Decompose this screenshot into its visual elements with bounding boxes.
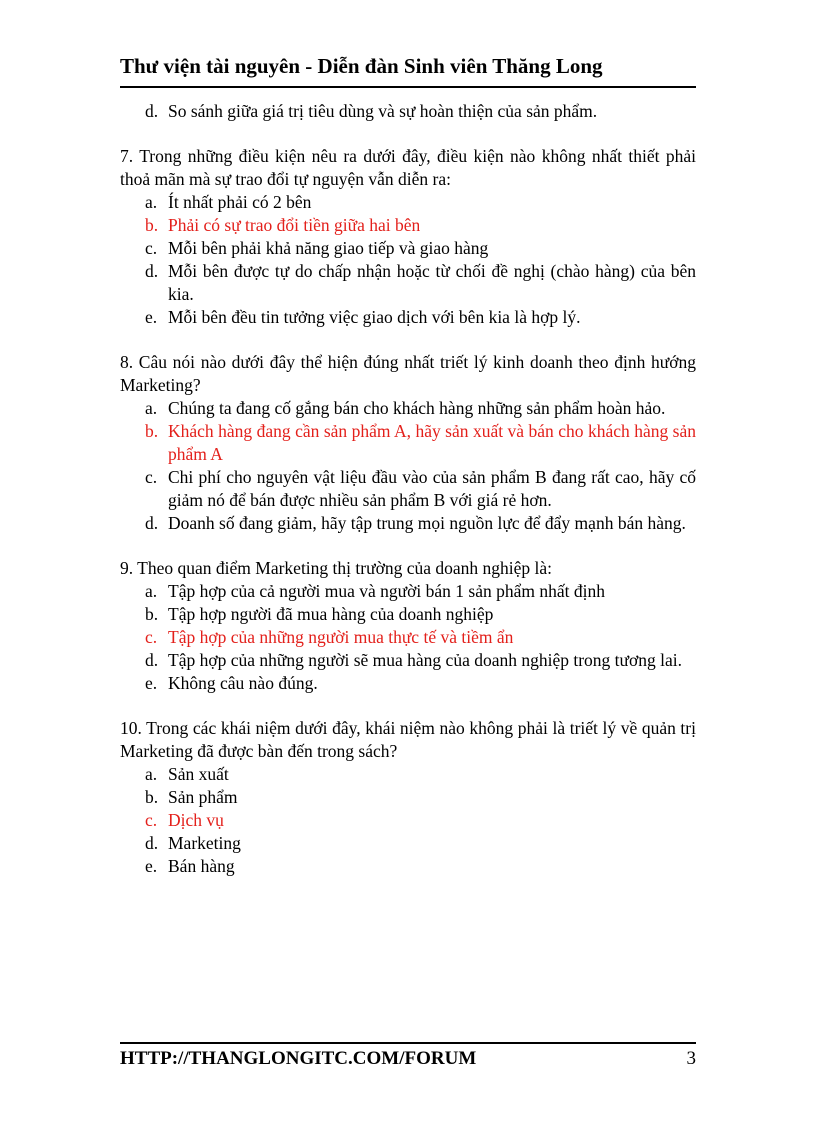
- option-text: Mỗi bên được tự do chấp nhận hoặc từ chối đề nghị (chào hàng) của bên kia.: [168, 261, 696, 304]
- option-letter: c.: [145, 467, 158, 487]
- option-letter: d.: [145, 513, 159, 533]
- options-list: [120, 397, 696, 535]
- question-9: [120, 557, 696, 695]
- option-b: [120, 786, 696, 809]
- option-text: Mỗi bên đều tin tưởng việc giao dịch với bên kia là hợp lý.: [168, 307, 581, 327]
- options-list: [120, 763, 696, 878]
- option-letter: e.: [145, 673, 158, 693]
- question-8: [120, 351, 696, 535]
- option-letter: a.: [145, 398, 158, 418]
- question-7: [120, 145, 696, 329]
- option-b: [120, 603, 696, 626]
- option-e: [120, 672, 696, 695]
- footer-url: HTTP://THANGLONGITC.COM/FORUM: [120, 1048, 477, 1069]
- option-letter: d.: [145, 101, 159, 121]
- question-text: 9. Theo quan điểm Marketing thị trường của doanh nghiệp là:: [120, 558, 552, 578]
- option-c: [120, 237, 696, 260]
- option-text: Ít nhất phải có 2 bên: [168, 192, 312, 212]
- options-list: [120, 191, 696, 329]
- option-text: Tập hợp của những người mua thực tế và tiềm ẩn: [168, 627, 514, 647]
- option-text: Sản phẩm: [168, 787, 238, 807]
- option-c: [120, 466, 696, 512]
- option-text: Không câu nào đúng.: [168, 673, 318, 693]
- option-letter: c.: [145, 627, 158, 647]
- continued-option: [120, 100, 696, 123]
- option-letter: d.: [145, 833, 159, 853]
- footer-divider: [120, 1042, 696, 1044]
- option-letter: e.: [145, 307, 158, 327]
- option-b-correct: [120, 214, 696, 237]
- option-letter: a.: [145, 581, 158, 601]
- option-text: Mỗi bên phải khả năng giao tiếp và giao hàng: [168, 238, 489, 258]
- option-a: [120, 191, 696, 214]
- option-text: Phải có sự trao đổi tiền giữa hai bên: [168, 215, 421, 235]
- option-text: Tập hợp của những người sẽ mua hàng của doanh nghiệp trong tương lai.: [168, 650, 683, 670]
- question-10: [120, 717, 696, 878]
- option-text: Doanh số đang giảm, hãy tập trung mọi nguồn lực để đẩy mạnh bán hàng.: [168, 513, 686, 533]
- option-c-correct: [120, 809, 696, 832]
- option-e: [120, 306, 696, 329]
- option-letter: c.: [145, 810, 158, 830]
- option-letter: a.: [145, 764, 158, 784]
- option-text: Tập hợp người đã mua hàng của doanh nghiệp: [168, 604, 494, 624]
- option-text: Tập hợp của cả người mua và người bán 1 sản phẩm nhất định: [168, 581, 605, 601]
- question-text: 7. Trong những điều kiện nêu ra dưới đây, điều kiện nào không nhất thiết phải thoả mãn mà sự trao đổi tự nguyện vẫn diễn ra:: [120, 146, 696, 189]
- option-text: Chúng ta đang cố gắng bán cho khách hàng những sản phẩm hoàn hảo.: [168, 398, 666, 418]
- option-text: Bán hàng: [168, 856, 235, 876]
- page-number: 3: [686, 1048, 696, 1069]
- header-divider: [120, 86, 696, 88]
- option-c-correct: [120, 626, 696, 649]
- option-d: [120, 649, 696, 672]
- option-d: [120, 260, 696, 306]
- option-a: [120, 580, 696, 603]
- question-text: 10. Trong các khái niệm dưới đây, khái niệm nào không phải là triết lý về quản trị Marketing đã được bàn đến trong sách?: [120, 718, 696, 761]
- option-letter: b.: [145, 787, 159, 807]
- option-letter: b.: [145, 215, 159, 235]
- option-letter: d.: [145, 261, 159, 281]
- option-letter: b.: [145, 604, 159, 624]
- option-text: Khách hàng đang cần sản phẩm A, hãy sản xuất và bán cho khách hàng sản phẩm A: [168, 421, 696, 464]
- option-text: So sánh giữa giá trị tiêu dùng và sự hoàn thiện của sản phẩm.: [168, 101, 598, 121]
- option-d: [120, 512, 696, 535]
- option-a: [120, 763, 696, 786]
- option-letter: a.: [145, 192, 158, 212]
- option-letter: e.: [145, 856, 158, 876]
- option-a: [120, 397, 696, 420]
- option-letter: c.: [145, 238, 158, 258]
- option-letter: d.: [145, 650, 159, 670]
- page-header-title: Thư viện tài nguyên - Diễn đàn Sinh viên Thăng Long: [120, 54, 603, 78]
- option-letter: b.: [145, 421, 159, 441]
- option-d: [120, 832, 696, 855]
- option-b-correct: [120, 420, 696, 466]
- question-text: 8. Câu nói nào dưới đây thể hiện đúng nhất triết lý kinh doanh theo định hướng Marketing?: [120, 352, 696, 395]
- option-text: Chi phí cho nguyên vật liệu đầu vào của sản phẩm B đang rất cao, hãy cố giảm nó để bán được nhiều sản phẩm B với giá rẻ hơn.: [168, 467, 696, 510]
- options-list: [120, 580, 696, 695]
- option-text: Marketing: [168, 833, 241, 853]
- option-text: Sản xuất: [168, 764, 229, 784]
- option-text: Dịch vụ: [168, 810, 224, 830]
- option-e: [120, 855, 696, 878]
- page-content: [120, 100, 696, 878]
